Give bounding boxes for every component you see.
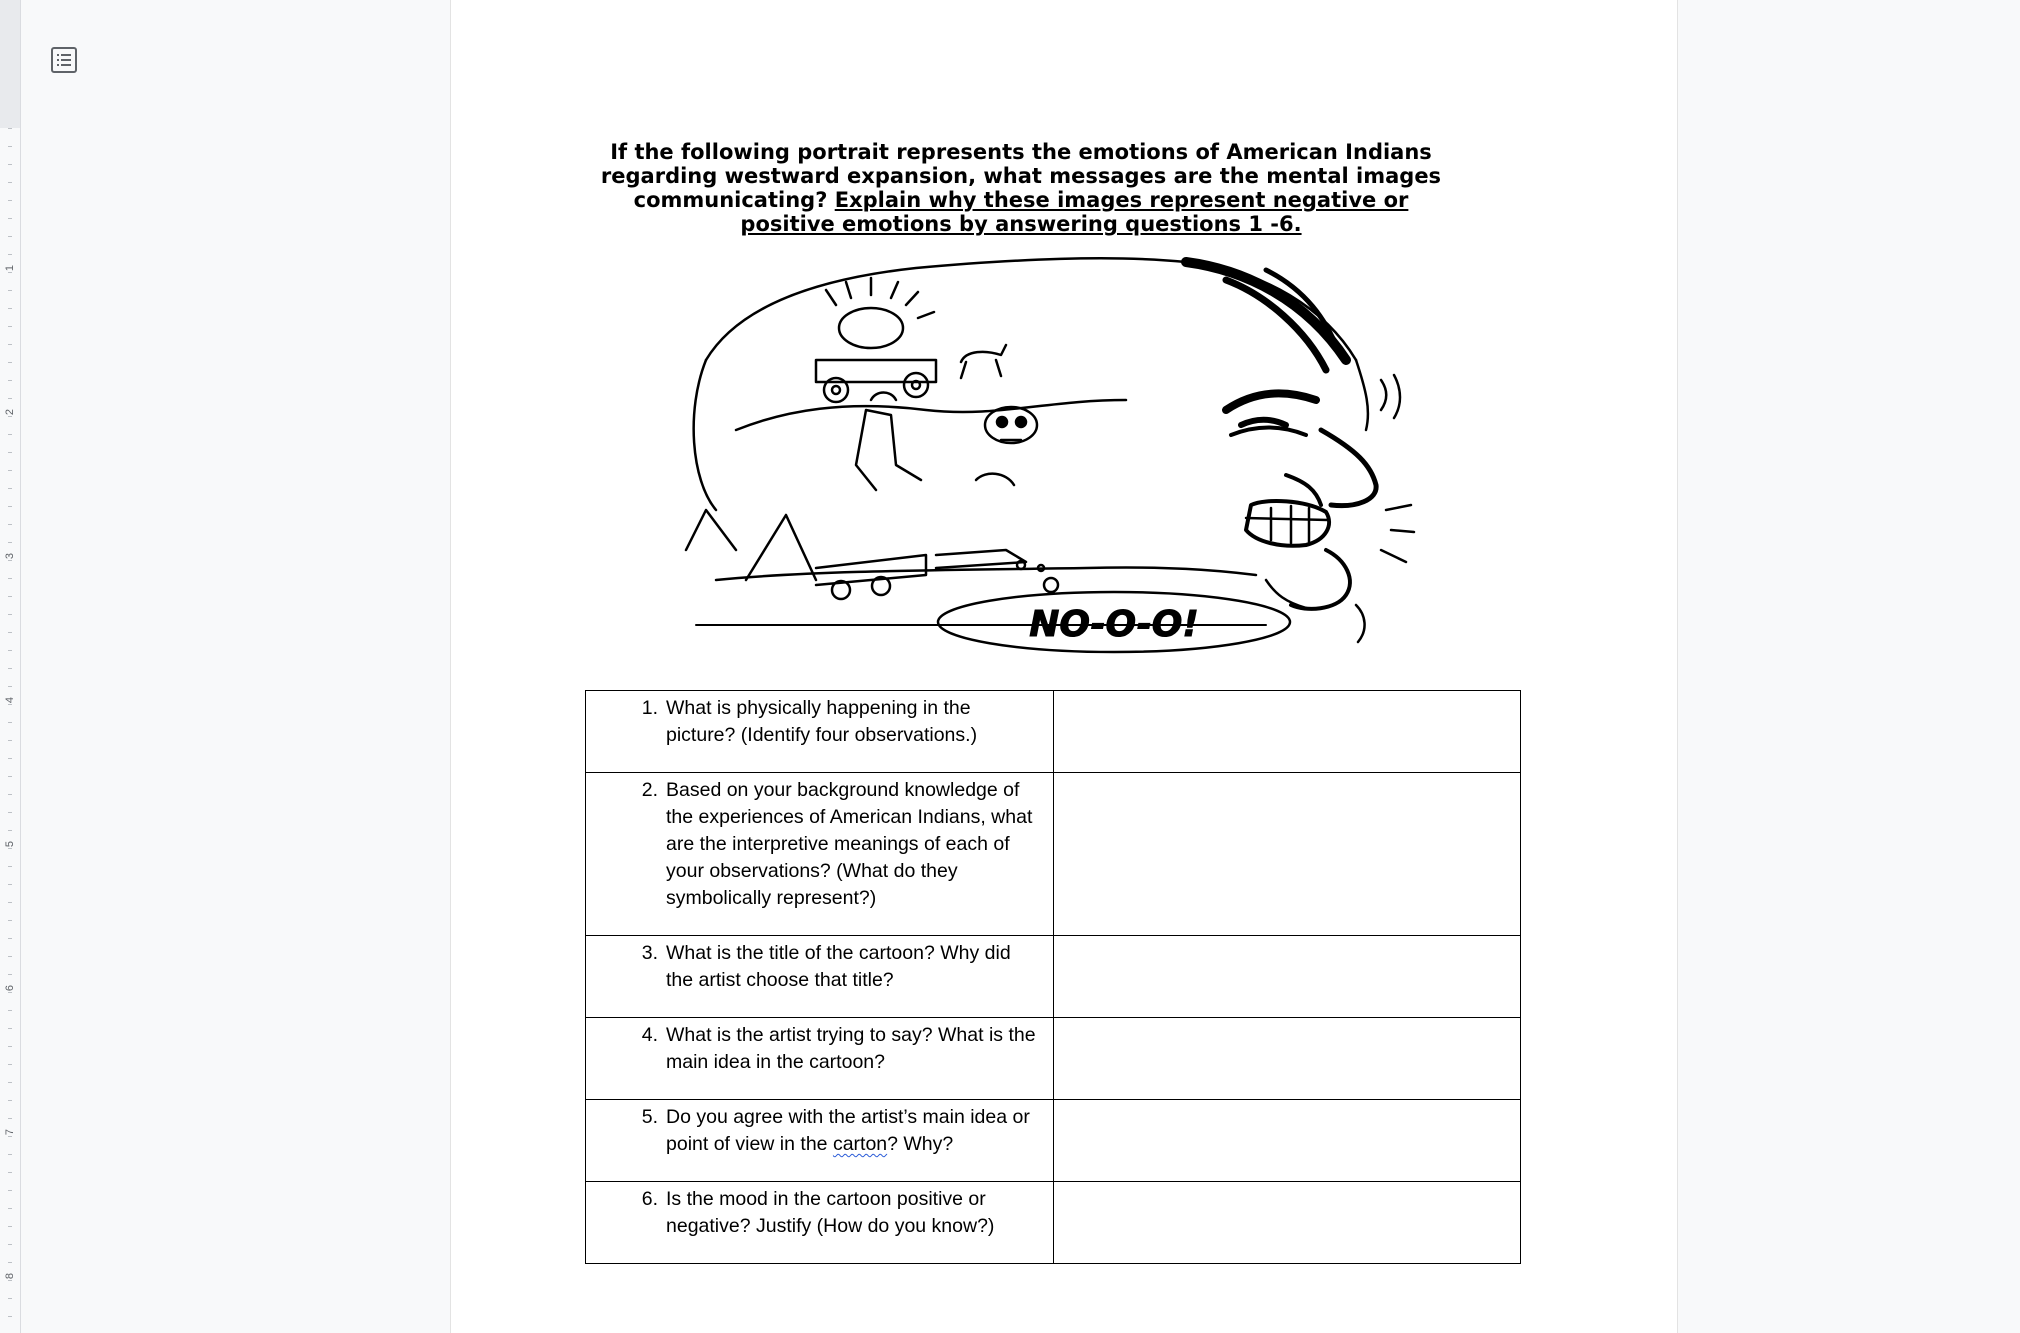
answer-cell[interactable] (1053, 1100, 1520, 1182)
ruler-tick (8, 452, 12, 453)
heading-plain-text: If the following portrait represents the emotions of American Indians regarding westward expansion, what messages are the mental images communicating? (600, 140, 1442, 212)
ruler-tick (8, 686, 12, 687)
answer-cell[interactable] (1053, 1018, 1520, 1100)
ruler-tick (8, 434, 12, 435)
question-cell (586, 691, 1054, 773)
ruler-tick (8, 272, 12, 273)
question-cell (586, 1182, 1054, 1264)
ruler-tick (8, 848, 12, 849)
ruler-tick (8, 1118, 12, 1119)
ruler-tick (8, 1190, 12, 1191)
political-cartoon-image (666, 250, 1446, 665)
ruler-tick (8, 992, 12, 993)
question-number: 6. (641, 1188, 658, 1210)
ruler-tick (8, 596, 12, 597)
cartoon-caption: NO-O-O! (1029, 604, 1199, 645)
question-cell (586, 1100, 1054, 1182)
ruler-tick (8, 182, 12, 183)
ruler-tick (8, 326, 12, 327)
ruler-tick (8, 758, 12, 759)
ruler-top-margin (0, 0, 20, 128)
ruler-tick (8, 488, 12, 489)
ruler-tick (8, 614, 12, 615)
ruler-tick (8, 1028, 12, 1029)
ruler-tick (8, 290, 12, 291)
ruler-tick (8, 398, 12, 399)
question-text-part: ? Why? (887, 1133, 954, 1155)
ruler-tick (8, 902, 12, 903)
question-cell (586, 773, 1054, 936)
table-row (586, 1018, 1521, 1100)
ruler-tick (8, 506, 12, 507)
ruler-tick (8, 1316, 12, 1317)
ruler-tick (8, 308, 12, 309)
ruler-tick (8, 1244, 12, 1245)
table-row (586, 936, 1521, 1018)
ruler-tick (8, 1280, 12, 1281)
answer-cell[interactable] (1053, 691, 1520, 773)
ruler-tick (8, 1154, 12, 1155)
ruler-tick (8, 1064, 12, 1065)
table-row (586, 1182, 1521, 1264)
table-row (586, 691, 1521, 773)
ruler-tick (8, 1010, 12, 1011)
misspelled-word[interactable]: carton (832, 1133, 888, 1155)
document-outline-button[interactable] (48, 44, 80, 76)
ruler-tick (8, 632, 12, 633)
question-text: What is the artist trying to say? What is the main idea in the cartoon? (666, 1024, 1036, 1073)
question-text (666, 1104, 1045, 1158)
question-text: Based on your background knowledge of the experiences of American Indians, what are the interpretive meanings of each of your observations? (What do they symbolically represent?) (666, 779, 1033, 909)
ruler-tick (8, 542, 12, 543)
ruler-tick (8, 218, 12, 219)
ruler-tick (8, 650, 12, 651)
question-cell (586, 1018, 1054, 1100)
ruler-tick (8, 668, 12, 669)
ruler-tick (8, 164, 12, 165)
ruler-mark-4: 4 (4, 696, 16, 704)
ruler-tick (8, 794, 12, 795)
ruler-tick (8, 830, 12, 831)
question-number: 4. (641, 1024, 658, 1046)
question-cell (586, 936, 1054, 1018)
ruler-mark-7: 7 (4, 1128, 16, 1136)
ruler-tick (8, 974, 12, 975)
vertical-ruler[interactable] (0, 0, 21, 1333)
ruler-tick (8, 416, 12, 417)
document-page[interactable] (451, 0, 1677, 1333)
ruler-tick (8, 776, 12, 777)
ruler-tick (8, 362, 12, 363)
question-number: 2. (641, 779, 658, 801)
ruler-tick (8, 938, 12, 939)
ruler-tick (8, 956, 12, 957)
ruler-tick (8, 704, 12, 705)
ruler-tick (8, 1298, 12, 1299)
ruler-tick (8, 1046, 12, 1047)
ruler-tick (8, 236, 12, 237)
ruler-tick (8, 920, 12, 921)
ruler-tick (8, 866, 12, 867)
ruler-tick (8, 1172, 12, 1173)
question-number: 1. (641, 697, 658, 719)
ruler-mark-5: 5 (4, 840, 16, 848)
ruler-tick (8, 812, 12, 813)
table-row (586, 773, 1521, 936)
ruler-tick (8, 344, 12, 345)
document-outline-icon (48, 44, 80, 76)
ruler-mark-8: 8 (4, 1272, 16, 1280)
ruler-tick (8, 560, 12, 561)
ruler-tick (8, 146, 12, 147)
answer-cell[interactable] (1053, 1182, 1520, 1264)
table-row (586, 1100, 1521, 1182)
questions-table (585, 690, 1521, 1264)
ruler-tick (8, 524, 12, 525)
ruler-mark-2: 2 (4, 408, 16, 416)
heading-underlined-text: Explain why these images represent negative or positive emotions by answering questions 1 -6. (740, 188, 1409, 236)
ruler-tick (8, 578, 12, 579)
ruler-mark-3: 3 (4, 552, 16, 560)
answer-cell[interactable] (1053, 773, 1520, 936)
ruler-tick (8, 740, 12, 741)
ruler-tick (8, 200, 12, 201)
ruler-tick (8, 254, 12, 255)
question-number: 5. (641, 1106, 658, 1128)
question-text: What is physically happening in the picture? (Identify four observations.) (666, 697, 978, 746)
ruler-tick (8, 1136, 12, 1137)
ruler-tick (8, 1226, 12, 1227)
answer-cell[interactable] (1053, 936, 1520, 1018)
question-text-part: Do you agree with the artist’s main idea or point of view in the (666, 1106, 1030, 1155)
ruler-tick (8, 1100, 12, 1101)
question-number: 3. (641, 942, 658, 964)
ruler-tick (8, 380, 12, 381)
ruler-mark-1: 1 (4, 264, 16, 272)
ruler-tick (8, 128, 12, 129)
ruler-tick (8, 1208, 12, 1209)
question-text: What is the title of the cartoon? Why did the artist choose that title? (666, 942, 1011, 991)
ruler-tick (8, 1262, 12, 1263)
ruler-tick (8, 1082, 12, 1083)
question-text: Is the mood in the cartoon positive or negative? Justify (How do you know?) (666, 1188, 995, 1237)
worksheet-heading (591, 140, 1451, 236)
ruler-mark-6: 6 (4, 984, 16, 992)
ruler-tick (8, 470, 12, 471)
ruler-tick (8, 722, 12, 723)
ruler-tick (8, 884, 12, 885)
